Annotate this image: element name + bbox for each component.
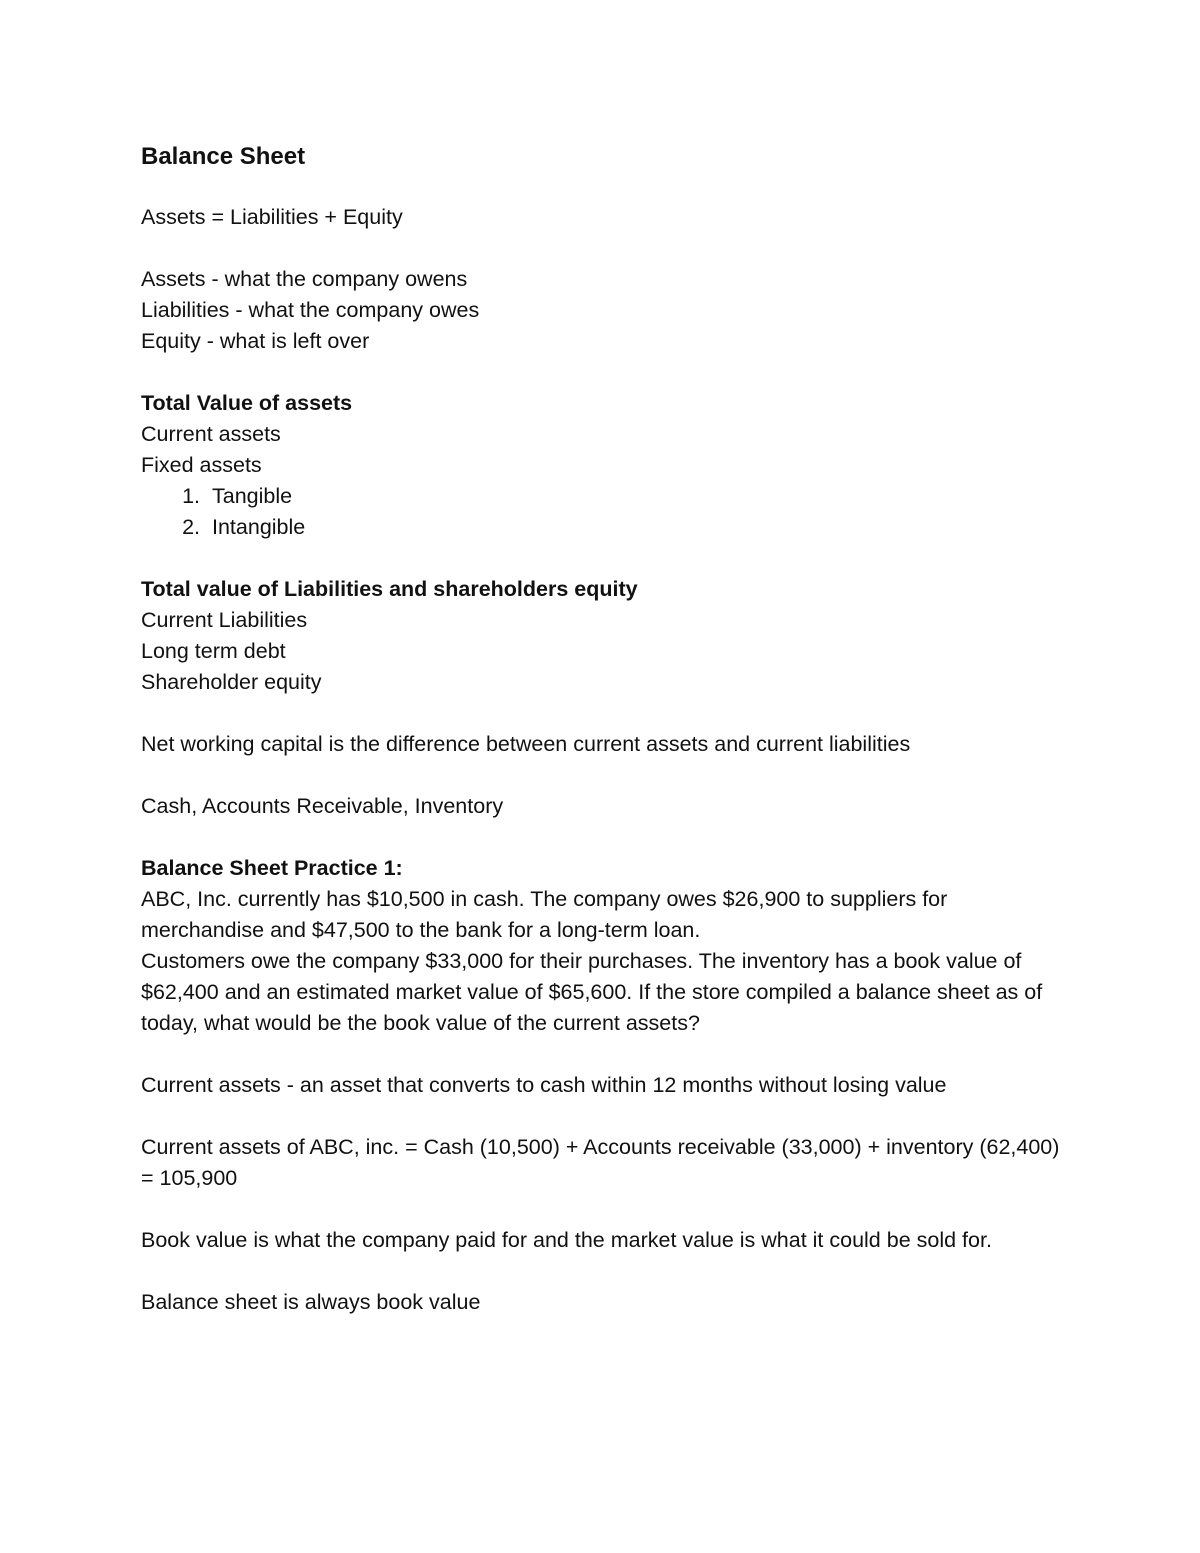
practice-paragraph-1: ABC, Inc. currently has $10,500 in cash. The company owes $26,900 to suppliers for merchandise and $47,500 to the bank for a long-term loan. (141, 887, 948, 942)
practice-heading: Balance Sheet Practice 1: (141, 856, 403, 880)
definition-assets: Assets - what the company owens (141, 267, 468, 291)
definition-liabilities: Liabilities - what the company owes (141, 298, 480, 322)
current-assets-definition: Current assets - an asset that converts to cash within 12 months without losing value (141, 1073, 947, 1097)
list-text: Tangible (212, 484, 293, 508)
assets-item-fixed: Fixed assets (141, 453, 262, 477)
assets-item-current: Current assets (141, 422, 281, 446)
liabilities-item-long-term-debt: Long term debt (141, 639, 286, 663)
list-number: 2. (182, 515, 200, 539)
net-working-capital-text: Net working capital is the difference between current assets and current liabilities (141, 732, 911, 756)
list-number: 1. (182, 484, 200, 508)
list-item (141, 512, 1071, 543)
book-vs-market-text: Book value is what the company paid for and the market value is what it could be sold for. (141, 1228, 992, 1252)
definition-equity: Equity - what is left over (141, 329, 370, 353)
assets-heading: Total Value of assets (141, 391, 353, 415)
current-assets-calculation: Current assets of ABC, inc. = Cash (10,500) + Accounts receivable (33,000) + inventory (62,400) = 105,900 (141, 1135, 1060, 1190)
accounting-equation: Assets = Liabilities + Equity (141, 205, 403, 229)
current-assets-list: Cash, Accounts Receivable, Inventory (141, 794, 504, 818)
list-item (141, 481, 1071, 512)
list-text: Intangible (212, 515, 306, 539)
liabilities-heading: Total value of Liabilities and shareholders equity (141, 577, 638, 601)
practice-paragraph-2: Customers owe the company $33,000 for their purchases. The inventory has a book value of $62,400 and an estimated market value of $65,600. If the store compiled a balance sheet as of today, what would be the book value of the current assets? (141, 949, 1043, 1035)
liabilities-item-current: Current Liabilities (141, 608, 308, 632)
liabilities-item-shareholder-equity: Shareholder equity (141, 670, 322, 694)
book-value-note: Balance sheet is always book value (141, 1290, 481, 1314)
document-title: Balance Sheet (141, 143, 306, 170)
document-body (141, 140, 1071, 1318)
